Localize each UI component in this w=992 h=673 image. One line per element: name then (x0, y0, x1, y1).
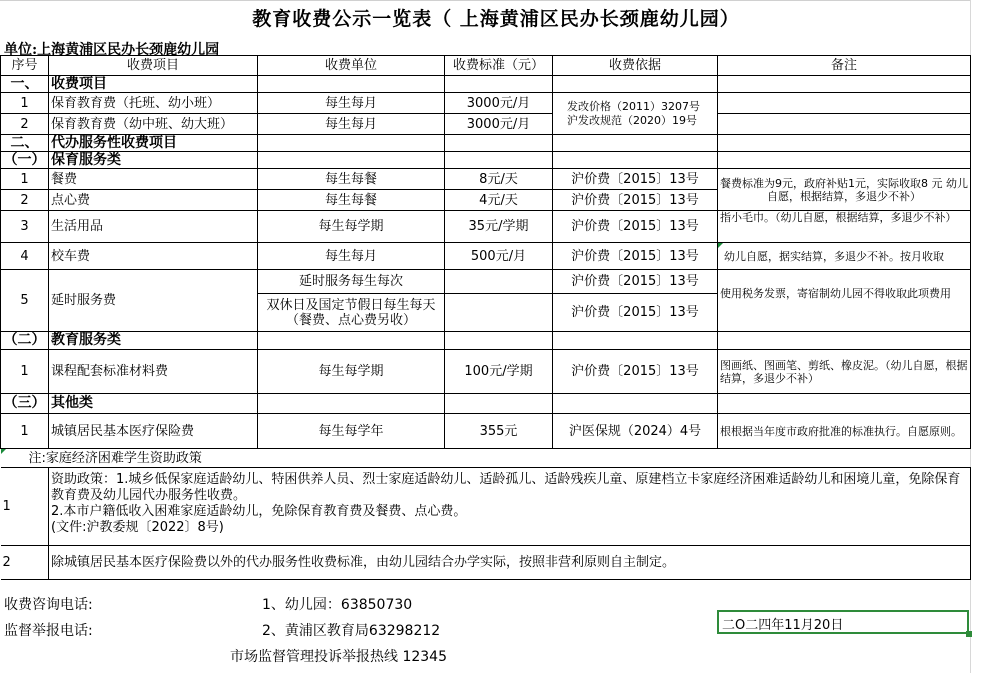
item-name: 餐费 (49, 169, 258, 190)
note-title-row (1, 449, 971, 468)
fee-standard: 355元 (445, 414, 553, 449)
note-row (1, 468, 971, 546)
fee-unit: 每生每学期 (258, 211, 445, 243)
header-remark: 备注 (718, 56, 971, 76)
remark: 使用税务发票，寄宿制幼儿园不得收取此项费用 (718, 270, 971, 332)
header-basis: 收费依据 (553, 56, 718, 76)
remark: 根根据当年度市政府批准的标准执行。自愿原则。 (718, 414, 971, 449)
subsection-row (1, 332, 971, 350)
table-row (1, 211, 971, 243)
fee-basis: 沪价费〔2015〕13号 (553, 169, 718, 190)
subsection-title: 其他类 (49, 394, 258, 414)
fee-basis: 沪医保规（2024）4号 (553, 414, 718, 449)
unit-value: 上海黄浦区民办长颈鹿幼儿园 (37, 42, 220, 58)
fee-basis: 沪价费〔2015〕13号 (553, 294, 718, 332)
comment-marker (1, 449, 6, 454)
row-no: 4 (1, 243, 49, 270)
note-row (1, 546, 971, 580)
note-title-text: 注:家庭经济困难学生资助政策 (28, 450, 202, 466)
fee-unit: 每生每学期 (258, 350, 445, 394)
hotline: 市场监督管理投诉举报热线 12345 (230, 649, 447, 665)
note-text: 资助政策：1.城乡低保家庭适龄幼儿、特困供养人员、烈士家庭适龄幼儿、适龄孤儿、适龄残疾儿童、原建档立卡家庭经济困难适龄幼儿和困境儿童，免除保育教育费及幼儿园代办服务性收费。 2.本市户籍低收入困难家庭适龄幼儿，免除保育教育费及餐费、点心费。 (文件:沪教委规〔2022〕8号) (49, 468, 971, 546)
fee-standard: 35元/学期 (445, 211, 553, 243)
item-name: 城镇居民基本医疗保险费 (49, 414, 258, 449)
fee-basis: 发改价格（2011）3207号 沪发改规范（2020）19号 (553, 93, 718, 135)
subsection-title: 保育服务类 (49, 152, 258, 169)
header-unit: 收费单位 (258, 56, 445, 76)
section-title: 收费项目 (49, 76, 258, 93)
section-no: 二、 (1, 135, 49, 152)
fee-basis: 沪价费〔2015〕13号 (553, 190, 718, 211)
fee-unit: 每生每月 (258, 93, 445, 114)
section-title: 代办服务性收费项目 (49, 135, 258, 152)
fee-unit: 每生每餐 (258, 190, 445, 211)
row-no: 3 (1, 211, 49, 243)
fee-table (0, 55, 971, 580)
fee-standard: 100元/学期 (445, 350, 553, 394)
table-row (1, 270, 971, 294)
row-no: 5 (1, 270, 49, 332)
remark: 餐费标准为9元，政府补贴1元，实际收取8 元 幼儿自愿，根据结算，多退少不补） (718, 169, 971, 211)
fee-unit: 每生每月 (258, 114, 445, 135)
item-name: 课程配套标准材料费 (49, 350, 258, 394)
item-name: 校车费 (49, 243, 258, 270)
fee-standard: 4元/天 (445, 190, 553, 211)
table-row (1, 93, 971, 114)
section-row (1, 76, 971, 93)
fill-handle[interactable] (966, 631, 972, 637)
remark-text: 幼儿自愿，据实结算，多退少不补。按月收取 (724, 249, 944, 263)
remark: 指小毛巾。（幼儿自愿，根据结算，多退少不补） (718, 211, 971, 243)
row-no: 1 (1, 414, 49, 449)
row-no: 2 (1, 190, 49, 211)
subsection-no: （二） (1, 332, 49, 350)
fee-standard: 500元/月 (445, 243, 553, 270)
header-no: 序号 (1, 56, 49, 76)
note-no: 2 (1, 546, 49, 580)
subsection-no: （三） (1, 394, 49, 414)
fee-standard: 8元/天 (445, 169, 553, 190)
table-row (1, 414, 971, 449)
fee-basis: 沪价费〔2015〕13号 (553, 350, 718, 394)
header-standard: 收费标准（元） (445, 56, 553, 76)
date-cell-selected[interactable]: 二O二四年11月20日 (717, 610, 969, 634)
table-row (1, 243, 971, 270)
sheet-top-line (0, 0, 970, 1)
note-title (1, 449, 971, 468)
section-row (1, 135, 971, 152)
item-name: 点心费 (49, 190, 258, 211)
fee-basis: 沪价费〔2015〕13号 (553, 243, 718, 270)
row-no: 1 (1, 169, 49, 190)
consult-label: 收费咨询电话: (4, 597, 93, 613)
report-value: 2、黄浦区教育局63298212 (262, 623, 441, 639)
report-label: 监督举报电话: (4, 623, 93, 639)
consult-value: 1、幼儿园：63850730 (262, 597, 413, 613)
item-name: 延时服务费 (49, 270, 258, 332)
row-no: 1 (1, 93, 49, 114)
table-row (1, 169, 971, 190)
fee-unit: 每生每餐 (258, 169, 445, 190)
note-text: 除城镇居民基本医疗保险费以外的代办服务性收费标准，由幼儿园结合办学实际，按照非营利原则自主制定。 (49, 546, 971, 580)
header-row (1, 56, 971, 76)
header-item: 收费项目 (49, 56, 258, 76)
row-no: 1 (1, 350, 49, 394)
row-no: 2 (1, 114, 49, 135)
page-title: 教育收费公示一览表（ 上海黄浦区民办长颈鹿幼儿园） (252, 8, 740, 30)
note-no: 1 (1, 468, 49, 546)
item-name: 保育教育费（托班、幼小班） (49, 93, 258, 114)
unit-label: 单位: (4, 42, 38, 58)
fee-basis: 沪价费〔2015〕13号 (553, 211, 718, 243)
remark: 图画纸、图画笔、剪纸、橡皮泥。（幼儿自愿，根据结算，多退少不补） (718, 350, 971, 394)
fee-unit: 延时服务每生每次 (258, 270, 445, 294)
subsection-row (1, 394, 971, 414)
subsection-row (1, 152, 971, 169)
section-no: 一、 (1, 76, 49, 93)
comment-marker (718, 243, 723, 248)
table-row (1, 350, 971, 394)
fee-basis: 沪价费〔2015〕13号 (553, 270, 718, 294)
item-name: 保育教育费（幼中班、幼大班） (49, 114, 258, 135)
fee-standard: 3000元/月 (445, 93, 553, 114)
table-row (1, 114, 971, 135)
remark (718, 243, 971, 270)
fee-standard: 3000元/月 (445, 114, 553, 135)
fee-unit: 每生每学年 (258, 414, 445, 449)
fee-unit: 双休日及国定节假日每生每天（餐费、点心费另收） (258, 294, 445, 332)
fee-unit: 每生每月 (258, 243, 445, 270)
subsection-title: 教育服务类 (49, 332, 258, 350)
subsection-no: （一） (1, 152, 49, 169)
item-name: 生活用品 (49, 211, 258, 243)
